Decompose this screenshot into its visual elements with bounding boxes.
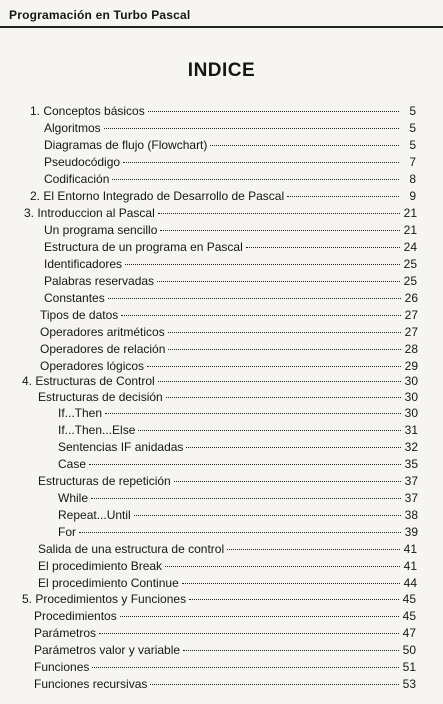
toc-leader-dots (157, 281, 400, 282)
toc-entry-label: Algoritmos (44, 121, 101, 135)
toc-entry-label: Diagramas de flujo (Flowchart) (44, 138, 208, 152)
toc-entry-page: 41 (403, 559, 417, 573)
toc-entry-label: Operadores aritméticos (40, 325, 165, 339)
toc-entry-label: Pseudocódigo (44, 155, 121, 169)
toc-entry-page: 45 (402, 592, 416, 606)
toc-leader-dots (120, 616, 399, 617)
toc-entry (44, 256, 417, 272)
toc-entry (58, 439, 418, 455)
toc-entry-label: Estructura de un programa en Pascal (44, 240, 243, 254)
toc-entry-page: 24 (403, 240, 417, 254)
toc-leader-dots (104, 128, 399, 129)
toc-entry-page: 39 (404, 525, 418, 539)
toc-entry-label: Tipos de datos (40, 308, 119, 322)
toc-leader-dots (165, 566, 400, 567)
toc-entry-label: Identificadores (44, 257, 123, 271)
toc-entry (44, 290, 418, 306)
toc-entry (24, 205, 417, 221)
toc-entry-page: 27 (404, 325, 418, 339)
toc-entry (30, 103, 416, 119)
toc-entry-label: Codificación (44, 172, 110, 186)
toc-entry-page: 44 (403, 576, 417, 590)
toc-entry-page: 41 (403, 542, 417, 556)
toc-entry (40, 307, 418, 323)
toc-leader-dots (246, 247, 400, 248)
toc-entry-label: If...Then...Else (58, 423, 136, 437)
toc-entry (44, 239, 417, 255)
toc-entry-page: 5 (409, 121, 416, 135)
toc-entry (34, 642, 416, 658)
toc-entry (38, 558, 417, 574)
toc-leader-dots (134, 515, 401, 516)
toc-entry-page: 38 (404, 508, 418, 522)
toc-entry (44, 120, 416, 136)
toc-entry-page: 26 (404, 291, 418, 305)
toc-leader-dots (112, 179, 399, 180)
toc-entry-label: Case (58, 457, 87, 471)
toc-leader-dots (150, 684, 399, 685)
toc-leader-dots (186, 447, 401, 448)
toc-leader-dots (89, 464, 401, 465)
page-title: INDICE (187, 60, 256, 81)
toc-entry (38, 473, 418, 489)
toc-entry-page: 47 (402, 626, 416, 640)
toc-leader-dots (121, 315, 401, 316)
toc-leader-dots (158, 213, 400, 214)
toc-entry-label: While (58, 491, 89, 505)
running-header (0, 0, 443, 28)
toc-leader-dots (166, 397, 401, 398)
toc-entry (34, 625, 416, 641)
toc-entry-label: If...Then (58, 406, 103, 420)
toc-entry-page: 29 (404, 359, 418, 373)
toc-leader-dots (168, 332, 401, 333)
toc-entry (22, 373, 418, 389)
toc-entry (58, 456, 418, 472)
toc-entry-page: 45 (402, 609, 416, 623)
toc-leader-dots (99, 633, 399, 634)
toc-entry-label: El procedimiento Continue (38, 576, 179, 590)
toc-entry-label: 2. El Entorno Integrado de Desarrollo de Pascal (30, 189, 285, 203)
toc-entry-page: 31 (404, 423, 418, 437)
toc-leader-dots (138, 430, 401, 431)
toc-entry-label: Constantes (44, 291, 105, 305)
toc-leader-dots (174, 481, 401, 482)
toc-entry-page: 25 (403, 274, 417, 288)
toc-leader-dots (160, 230, 400, 231)
toc-entry-page: 53 (402, 677, 416, 691)
toc-entry-page: 30 (404, 406, 418, 420)
toc-entry-label: 1. Conceptos básicos (30, 104, 145, 118)
toc-entry (30, 188, 416, 204)
toc-entry (58, 524, 418, 540)
toc-entry (58, 405, 418, 421)
toc-leader-dots (108, 298, 401, 299)
toc-entry-label: For (58, 525, 76, 539)
toc-entry (58, 507, 418, 523)
toc-entry-page: 5 (409, 104, 416, 118)
toc-entry (44, 137, 416, 153)
toc-leader-dots (92, 667, 399, 668)
toc-entry (40, 341, 418, 357)
toc-entry (44, 154, 416, 170)
toc-entry-label: Parámetros valor y variable (34, 643, 181, 657)
toc-entry-page: 8 (409, 172, 416, 186)
toc-entry-page: 27 (404, 308, 418, 322)
toc-entry (58, 422, 418, 438)
toc-entry-page: 32 (404, 440, 418, 454)
toc-entry (34, 659, 416, 675)
toc-leader-dots (79, 532, 401, 533)
toc-entry (40, 358, 418, 374)
toc-leader-dots (182, 583, 400, 584)
toc-entry-page: 37 (404, 491, 418, 505)
toc-leader-dots (125, 264, 400, 265)
toc-leader-dots (123, 162, 399, 163)
toc-entry (58, 490, 418, 506)
toc-leader-dots (183, 650, 399, 651)
toc-entry (34, 676, 416, 692)
toc-entry (44, 273, 417, 289)
toc-entry (38, 575, 417, 591)
toc-entry-label: Funciones (34, 660, 90, 674)
toc-entry-label: Estructuras de decisión (38, 390, 163, 404)
toc-entry-page: 30 (404, 390, 418, 404)
toc-entry-page: 7 (409, 155, 416, 169)
toc-entry-label: Sentencias IF anidadas (58, 440, 184, 454)
toc-entry-page: 35 (404, 457, 418, 471)
toc-leader-dots (168, 349, 401, 350)
toc-entry-page: 21 (403, 206, 417, 220)
toc-entry-page: 30 (404, 374, 418, 388)
toc-leader-dots (147, 366, 401, 367)
toc-leader-dots (189, 599, 399, 600)
toc-leader-dots (148, 111, 399, 112)
toc-entry (38, 389, 418, 405)
toc-entry-label: Parámetros (34, 626, 97, 640)
toc-entry-page: 5 (409, 138, 416, 152)
toc-entry (40, 324, 418, 340)
toc-entry-label: El procedimiento Break (38, 559, 163, 573)
toc-entry-label: Estructuras de repetición (38, 474, 171, 488)
toc-entry-label: Salida de una estructura de control (38, 542, 225, 556)
toc-entry-label: 3. Introduccion al Pascal (24, 206, 155, 220)
toc-entry-label: Funciones recursivas (34, 677, 148, 691)
running-header-text: Programación en Turbo Pascal (9, 8, 191, 22)
toc-entry-label: Operadores de relación (40, 342, 166, 356)
toc-entry (44, 222, 417, 238)
toc-entry-page: 51 (402, 660, 416, 674)
toc-entry (22, 591, 416, 607)
toc-entry-label: Operadores lógicos (40, 359, 145, 373)
toc-leader-dots (210, 145, 399, 146)
toc-entry-label: 5. Procedimientos y Funciones (22, 592, 187, 606)
toc-entry-label: 4. Estructuras de Control (22, 374, 155, 388)
toc-entry-label: Palabras reservadas (44, 274, 155, 288)
toc-leader-dots (105, 413, 401, 414)
toc-leader-dots (287, 196, 399, 197)
toc-leader-dots (158, 381, 401, 382)
toc-entry-page: 50 (402, 643, 416, 657)
toc-entry-page: 37 (404, 474, 418, 488)
toc-entry-page: 9 (409, 189, 416, 203)
toc-leader-dots (227, 549, 400, 550)
toc-entry-page: 25 (403, 257, 417, 271)
toc-entry (38, 541, 417, 557)
toc-entry (44, 171, 416, 187)
toc-entry-label: Repeat...Until (58, 508, 131, 522)
toc-leader-dots (91, 498, 401, 499)
toc-entry-page: 21 (403, 223, 417, 237)
toc-entry-page: 28 (404, 342, 418, 356)
toc-entry (34, 608, 416, 624)
toc-entry-label: Procedimientos (34, 609, 117, 623)
toc-entry-label: Un programa sencillo (44, 223, 158, 237)
